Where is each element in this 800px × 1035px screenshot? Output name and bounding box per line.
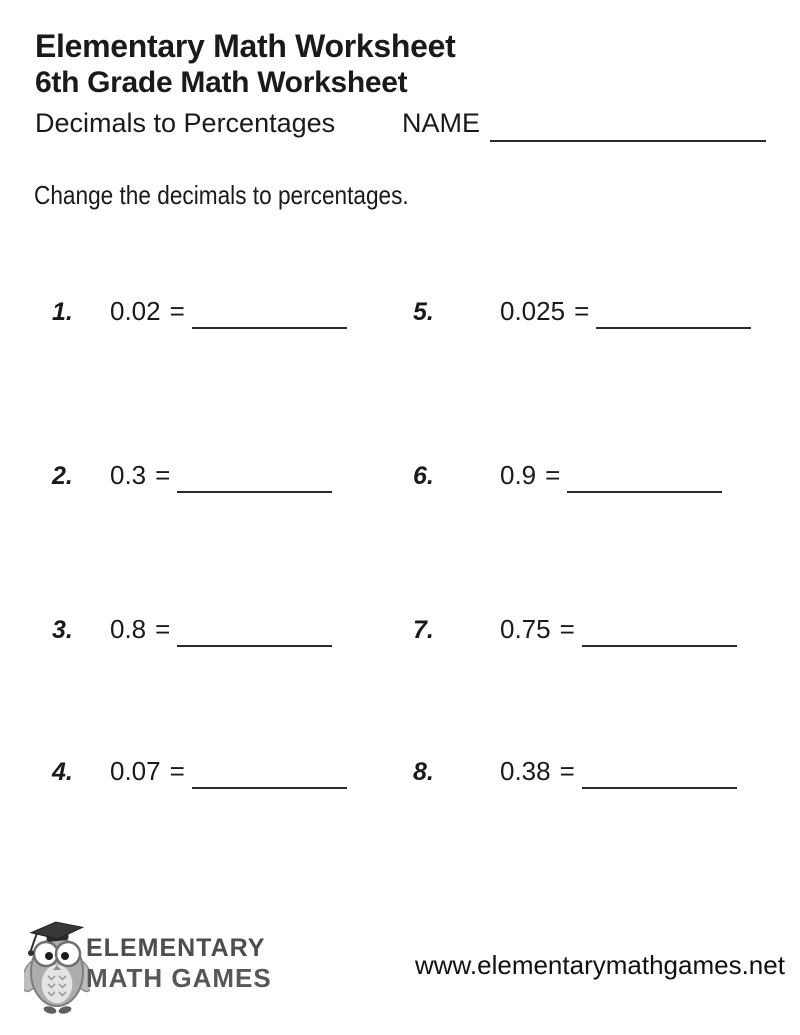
- problem-number: 4.: [52, 758, 73, 786]
- problem-value: 0.02: [110, 296, 161, 326]
- problem-value: 0.9: [500, 460, 537, 490]
- problem-row-8: [413, 756, 737, 787]
- problem-value: 0.8: [110, 614, 147, 644]
- page-subtitle: 6th Grade Math Worksheet: [35, 66, 408, 99]
- worksheet-topic: Decimals to Percentages: [35, 108, 336, 138]
- answer-blank-line[interactable]: [582, 787, 737, 789]
- problem-row-1: [52, 296, 347, 327]
- name-label: NAME: [402, 108, 481, 138]
- equals-sign: =: [169, 296, 185, 326]
- problem-row-5: [413, 296, 751, 327]
- equals-sign: =: [155, 460, 171, 490]
- website-url: www.elementarymathgames.net: [415, 950, 785, 980]
- problem-value: 0.38: [500, 756, 551, 786]
- name-field-row: [402, 108, 766, 139]
- name-blank-line[interactable]: [490, 140, 766, 142]
- problem-number: 6.: [413, 462, 434, 490]
- equals-sign: =: [559, 756, 575, 786]
- equals-sign: =: [559, 614, 575, 644]
- problem-number: 7.: [413, 616, 434, 644]
- equals-sign: =: [545, 460, 561, 490]
- answer-blank-line[interactable]: [567, 491, 722, 493]
- answer-blank-line[interactable]: [192, 327, 347, 329]
- instruction-text: Change the decimals to percentages.: [34, 180, 409, 210]
- equals-sign: =: [574, 296, 590, 326]
- owl-graduation-cap-icon: [24, 920, 90, 1016]
- problem-row-6: [413, 460, 722, 491]
- problem-value: 0.3: [110, 460, 147, 490]
- answer-blank-line[interactable]: [192, 787, 347, 789]
- answer-blank-line[interactable]: [582, 645, 737, 647]
- problem-value: 0.75: [500, 614, 551, 644]
- problem-number: 1.: [52, 298, 73, 326]
- problem-value: 0.025: [500, 296, 566, 326]
- logo-line1: ELEMENTARY: [86, 934, 266, 962]
- problem-number: 3.: [52, 616, 73, 644]
- problem-row-3: [52, 614, 332, 645]
- answer-blank-line[interactable]: [177, 645, 332, 647]
- equals-sign: =: [155, 614, 171, 644]
- problem-number: 5.: [413, 298, 434, 326]
- answer-blank-line[interactable]: [177, 491, 332, 493]
- problem-value: 0.07: [110, 756, 161, 786]
- page-title: Elementary Math Worksheet: [35, 28, 456, 64]
- logo-wordmark: [86, 933, 272, 993]
- problem-row-2: [52, 460, 332, 491]
- problem-number: 8.: [413, 758, 434, 786]
- problem-row-7: [413, 614, 737, 645]
- problem-row-4: [52, 756, 347, 787]
- equals-sign: =: [169, 756, 185, 786]
- logo-line2: MATH GAMES: [86, 963, 272, 993]
- problem-number: 2.: [52, 462, 73, 490]
- answer-blank-line[interactable]: [596, 327, 751, 329]
